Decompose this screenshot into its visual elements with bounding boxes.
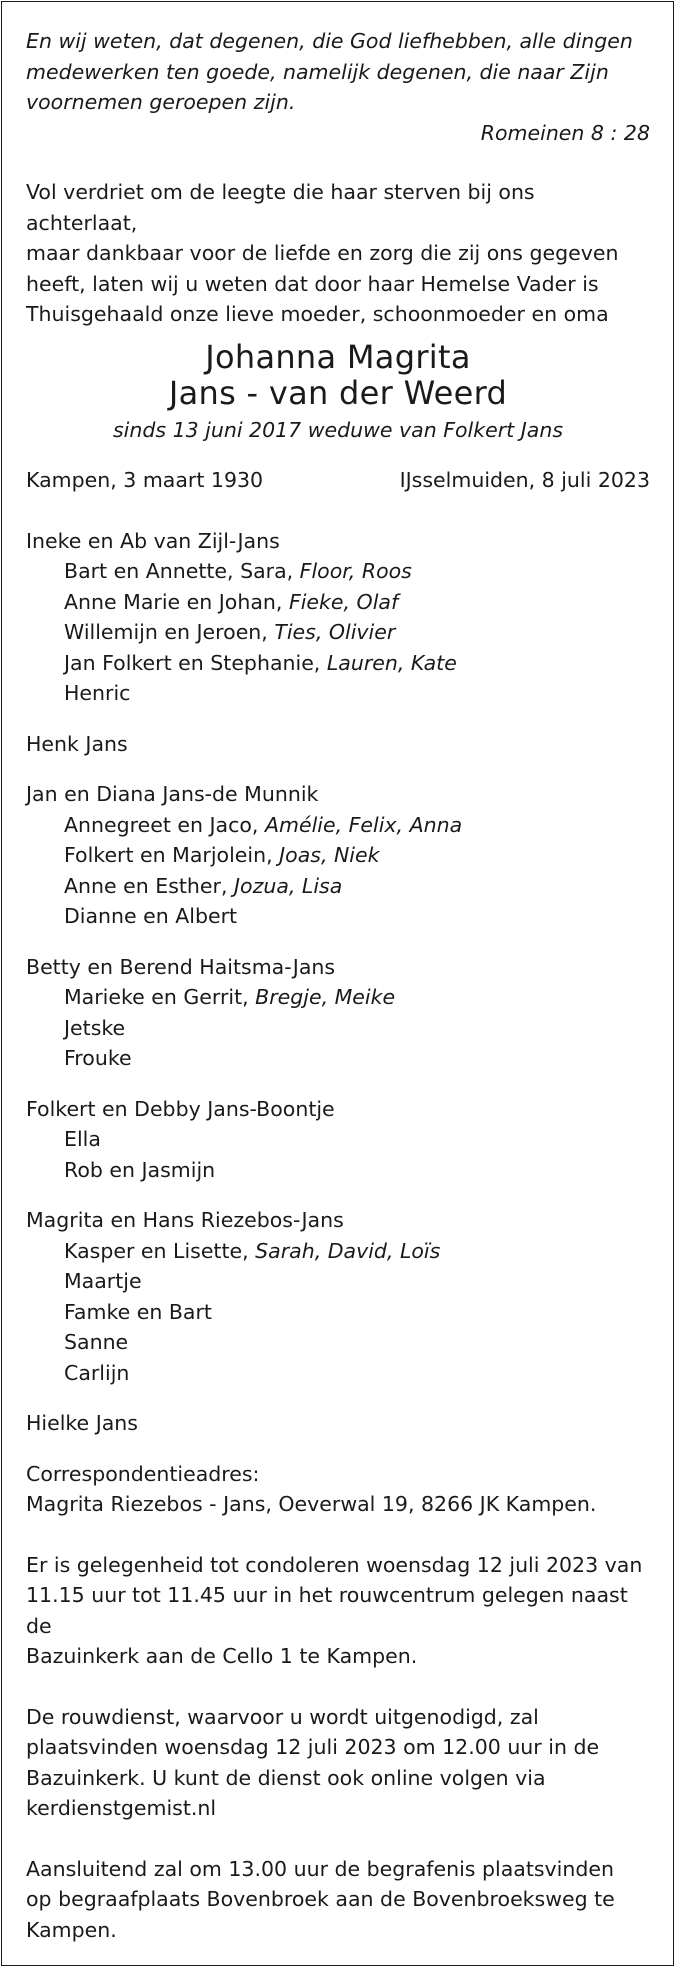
service-line: kerdienstgemist.nl: [26, 1796, 217, 1820]
family-member: [26, 840, 650, 871]
service-info: [26, 1702, 650, 1824]
family-head: Henk Jans: [26, 731, 128, 756]
family-group: [26, 952, 650, 1074]
family-member: [26, 1043, 650, 1074]
birth-date: Kampen, 3 maart 1930: [26, 468, 264, 492]
member-parents: Jan Folkert en Stephanie,: [64, 650, 327, 675]
member-parents: Maartje: [64, 1269, 142, 1293]
burial-line: op begraafplaats Bovenbroek aan de Bovenbroeksweg te: [26, 1887, 615, 1911]
family-member: [26, 587, 650, 618]
family-head: Hielke Jans: [26, 1411, 138, 1435]
family-member: [26, 1297, 650, 1328]
family-member: [26, 1266, 650, 1297]
correspondence-block: [26, 1459, 650, 1520]
service-line: De rouwdienst, waarvoor u wordt uitgenodigd, zal: [26, 1704, 539, 1729]
member-parents: Anne en Esther,: [64, 873, 234, 898]
burial-info: [26, 1854, 650, 1946]
family-group: [26, 1408, 650, 1439]
intro-line: Thuisgehaald onze lieve moeder, schoonmoeder en oma: [26, 302, 609, 326]
family-member: [26, 556, 650, 587]
family-member: [26, 871, 650, 902]
family-member: [26, 901, 650, 932]
family-member: [26, 1155, 650, 1186]
family-member: [26, 678, 650, 709]
member-parents: Sanne: [64, 1330, 129, 1354]
family-member: [26, 982, 650, 1013]
correspondence-label: Correspondentieadres:: [26, 1461, 260, 1486]
family-member: [26, 1358, 650, 1389]
deceased-name-line2: Jans - van der Weerd: [168, 373, 508, 412]
member-parents: Marieke en Gerrit,: [64, 985, 256, 1009]
family-head: Jan en Diana Jans-de Munnik: [26, 782, 319, 806]
member-kids: Fieke, Olaf: [288, 589, 399, 614]
member-parents: Jetske: [64, 1015, 126, 1040]
intro-line: heeft, laten wij u weten dat door haar Hemelse Vader is: [26, 271, 599, 296]
death-date: IJsselmuiden, 8 juli 2023: [399, 468, 650, 492]
family-member: [26, 1236, 650, 1267]
member-parents: Famke en Bart: [64, 1299, 212, 1324]
member-parents: Frouke: [64, 1046, 132, 1070]
member-parents: Bart en Annette, Sara,: [64, 559, 300, 583]
family-group: [26, 729, 650, 760]
family-member: [26, 617, 650, 648]
member-parents: Willemijn en Jeroen,: [64, 620, 275, 644]
intro-line: Vol verdriet om de leegte die haar sterven bij ons achterlaat,: [26, 180, 535, 235]
member-kids: Sarah, David, Loïs: [255, 1238, 441, 1263]
obituary-announcement: [26, 26, 650, 1945]
condolence-line: 11.15 uur tot 11.45 uur in het rouwcentrum gelegen naast de: [26, 1583, 628, 1638]
family-member: [26, 1013, 650, 1044]
family-head: Folkert en Debby Jans-Boontje: [26, 1096, 335, 1121]
member-parents: Carlijn: [64, 1360, 130, 1385]
member-kids: Amélie, Felix, Anna: [264, 812, 463, 837]
family-head: Magrita en Hans Riezebos-Jans: [26, 1208, 344, 1232]
family-member: [26, 648, 650, 679]
deceased-name-line1: Johanna Magrita: [205, 337, 471, 376]
member-parents: Rob en Jasmijn: [64, 1157, 216, 1182]
correspondence-address: Magrita Riezebos - Jans, Oeverwal 19, 8266 JK Kampen.: [26, 1492, 597, 1516]
condolence-line: Er is gelegenheid tot condoleren woensdag 12 juli 2023 van: [26, 1552, 643, 1577]
family-group: [26, 779, 650, 932]
verse-reference: Romeinen 8 : 28: [480, 120, 650, 145]
member-kids: Lauren, Kate: [326, 650, 457, 675]
life-dates: [26, 465, 650, 496]
deceased-name-block: [26, 339, 650, 446]
member-kids: Ties, Olivier: [274, 620, 396, 644]
member-parents: Henric: [64, 681, 131, 705]
family-head: Ineke en Ab van Zijl-Jans: [26, 528, 280, 553]
service-line: Bazuinkerk. U kunt de dienst ook online volgen via: [26, 1765, 546, 1790]
family-member: [26, 810, 650, 841]
family-group: [26, 1094, 650, 1186]
member-kids: Bregje, Meike: [255, 985, 396, 1009]
member-parents: Ella: [64, 1127, 101, 1151]
family-member: [26, 1124, 650, 1155]
condolence-info: [26, 1550, 650, 1672]
service-line: plaatsvinden woensdag 12 juli 2023 om 12.00 uur in de: [26, 1735, 600, 1759]
member-kids: Joas, Niek: [279, 843, 380, 867]
member-kids: Floor, Roos: [299, 559, 412, 583]
member-parents: Folkert en Marjolein,: [64, 843, 280, 867]
burial-line: Aansluitend zal om 13.00 uur de begrafenis plaatsvinden: [26, 1856, 614, 1881]
family-group: [26, 1205, 650, 1388]
widow-note: sinds 13 juni 2017 weduwe van Folkert Jans: [112, 417, 564, 442]
verse-line: medewerken ten goede, namelijk degenen, die naar Zijn: [26, 59, 609, 84]
family-member: [26, 1327, 650, 1358]
member-parents: Kasper en Lisette,: [64, 1238, 256, 1263]
intro-line: maar dankbaar voor de liefde en zorg die zij ons gegeven: [26, 241, 619, 265]
member-parents: Dianne en Albert: [64, 904, 238, 928]
verse-line: voornemen geroepen zijn.: [26, 90, 296, 114]
burial-line: Kampen.: [26, 1917, 117, 1942]
member-parents: Annegreet en Jaco,: [64, 812, 265, 837]
family-head: Betty en Berend Haitsma-Jans: [26, 954, 336, 979]
intro-text: [26, 177, 650, 330]
member-parents: Anne Marie en Johan,: [64, 589, 289, 614]
verse-line: En wij weten, dat degenen, die God liefhebben, alle dingen: [26, 29, 633, 53]
family-group: [26, 526, 650, 709]
member-kids: Jozua, Lisa: [234, 873, 343, 898]
condolence-line: Bazuinkerk aan de Cello 1 te Kampen.: [26, 1644, 418, 1668]
bible-verse: [26, 26, 646, 118]
family-list: [26, 526, 650, 1439]
